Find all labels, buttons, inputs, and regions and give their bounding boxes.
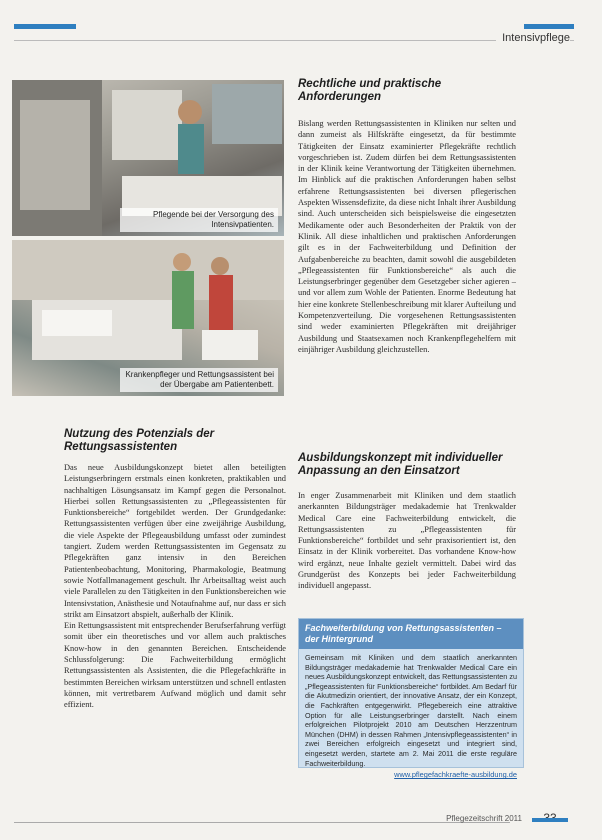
header-accent-right — [524, 24, 574, 29]
info-box-title: Fachweiterbildung von Rettungsassistenten – der Hintergrund — [299, 619, 523, 649]
info-box — [298, 618, 524, 780]
right-column-text-1 — [298, 118, 516, 355]
right-column-text-2 — [298, 490, 516, 592]
right1-paragraph: Bislang werden Rettungsassistenten in Kliniken nur selten und dann zumeist als Hilfskräfte eingesetzt, da für bestimmte Tätigkeiten der Einsatz examinierter Pflegekräfte rechtlich vorgeschrieben ist. Zudem dürfen bei dem Rettungsassistenten in der Klinik keine Verantwortung der Tätigkeiten übernehmen. Im Hinblick auf die praktischen Anforderungen haben selbst erfahrene Rettungsassistenten bei diversen pflegerischen Aspekten Wissensdefizite, da diese nicht Inhalt ihrer Ausbildung sind. Auch unterscheiden sich beispielsweise die eingesetzten Medikamente oder auch Besonderheiten der Praktik von der Klinik. All diese inhaltlichen und praktischen Anforderungen gilt es in der Fachweiterbildung und Definition der Aufgabenbereiche zu beachten, damit sowohl die ausgebildeten „Pflegeassistenten für Funktionsbereiche“ als auch die Leistungserbringer gegenüber dem Gesetzgeber sicher agieren – und vor allem zum Wohle der Patienten. Enorme Bedeutung hat hier eine konkrete Stellenbeschreibung mit klarer Aufteilung und Kompetenzverteilung. Die vorgesehenen Rettungsassistenten sind weder examinierten Pflegekräften mit dreijähriger Ausbildung und Staatsexamen noch Krankenpflegehelfern mit einjähriger Ausbildung gleichzustellen. — [298, 119, 516, 354]
header-accent-left — [14, 24, 76, 29]
photo2-caption: Krankenpfleger und Rettungsassistent bei der Übergabe am Patientenbett. — [120, 368, 278, 392]
header-bar — [14, 24, 574, 41]
info-box-text: Gemeinsam mit Kliniken und dem staatlich anerkannten Bildungsträger medakademie hat Trenkwalder Medical Care ein neues Ausbildungskonzept entwickelt, das Rettungsassistenten zu „Pflegeassistenten für Funktionsbereiche“ fortbildet. Am Bedarf für die Akutmedizin orientiert, der innovative Ansatz, der ein Konzept, die Fachkräften entgegenwirkt. Pflegebereich eine attraktive Option für alle Leistungserbringer darstellt. Nach einem erfolgreichen Pilotprojekt 2010 am Deutschen Herzzentrum München (DHM) in dessen Rahmen „Intensivpflegeassistenten“ in zwei Bereichen erfolgreich eingesetzt und integriert sind, eingesetzt werden, startete am 2. Mai 2011 die erste reguläre Fachweiterbildung. — [305, 653, 517, 768]
heading-potential: Nutzung des Potenzials der Rettungsassistenten — [64, 428, 215, 453]
page-number-accent — [532, 818, 568, 822]
info-box-link[interactable]: www.pflegefachkraefte-ausbildung.de — [394, 770, 517, 780]
photo-handover — [12, 240, 284, 396]
section-label: Intensivpflege — [496, 32, 570, 44]
left-paragraph: Ein Rettungsassistent mit entsprechender Berufserfahrung verfügt somit über ein theoretisches und vor allem auch praktisches Know-how in den genannten Bereichen. Entscheidende Schlussfolgerung: Die Fachweiterbildung ermöglicht Rettungsassistenten als Assistenten, die die Pflegefachkräfte in bestimmten Bereichen wirksam unterstützen und schnell entlasten können, mit vertretbarem Aufwand möglich und damit sehr effizient. — [64, 621, 286, 710]
left-paragraph: Das neue Ausbildungskonzept bietet allen beteiligten Leistungserbringern erstmals einen konkreten, praktikablen und nachhaltigen Lösungsansatz im Kampf gegen die Personalnot. Hierbei sollen Rettungsassistenten zu „Pflegeassistenten für Funktionsbereiche“ fortgebildet werden. Der Grundgedanke: Rettungsassistenten verfügen über eine zweijährige Ausbildung, die viele Aspekte der Pflegeausbildung umfasst oder zumindest tangiert. Zudem werden Rettungsassistenten im Gegensatz zu Pflegekräften ganz intensiv in den Bereichen Patientenbeobachtung, Monitoring, Pharmakologie, Beatmung sowie Notfallmanagement geschult. Ihr Arbeitsalltag weist auch viele Parallelen zu den Tätigkeiten in den Funktionsbereichen wie Intensivstation, Anästhesie und Notaufnahme auf, nur dass er sich strikt am Einsatzort abspielt, außerhalb der Klinik. — [64, 463, 286, 619]
left-column-text — [64, 462, 286, 711]
heading-requirements: Rechtliche und praktische Anforderungen — [298, 78, 442, 103]
footer-issue: Pflegezeitschrift 2011 — [446, 814, 522, 823]
right2-paragraph: In enger Zusammenarbeit mit Kliniken und dem staatlich anerkannten Bildungsträger medakademie hat Trenkwalder Medical Care eine Fachweiterbildung entwickelt, die Rettungsassistenten zu „Pflegeassistenten für Funktionsbereiche“ fortbildet und sehr praxisorientiert ist, den Einsatz in der Klinik vorbereitet. Das vorhandene Know-how wird ergänzt, neue Inhalte gezielt vermittelt. Dabei wird das Grundgerüst des Konzepts bei jeder Fachweiterbildung individuell angepasst. — [298, 491, 516, 591]
photo1-caption: Pflegende bei der Versorgung des Intensivpatienten. — [120, 208, 278, 232]
footer-line — [14, 822, 510, 823]
heading-training-concept: Ausbildungskonzept mit individueller Anpassung an den Einsatzort — [298, 452, 503, 477]
photo-intensive-care — [12, 80, 284, 236]
